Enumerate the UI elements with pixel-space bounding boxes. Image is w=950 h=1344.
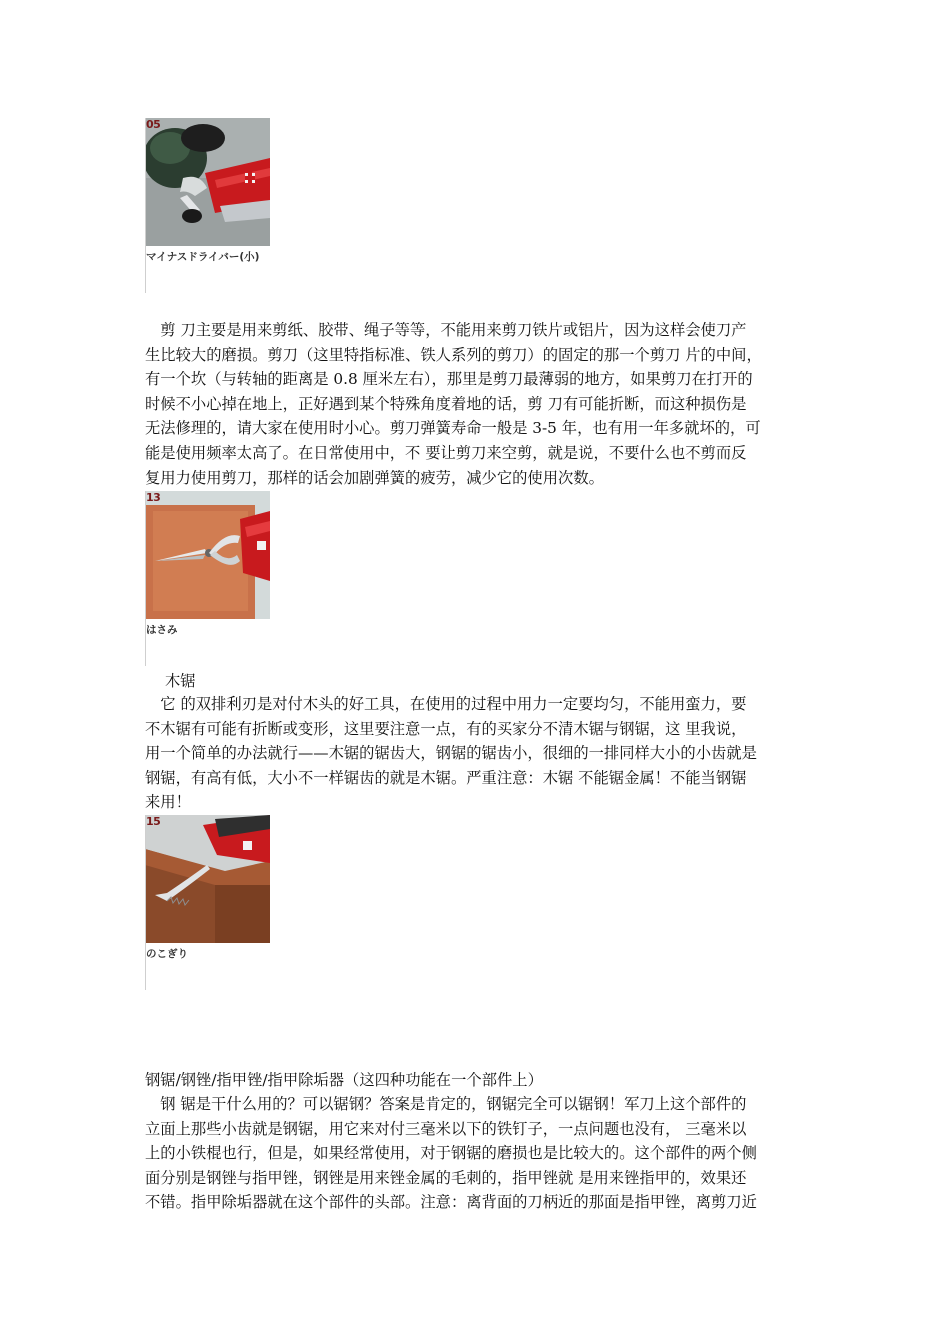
photo-scissors	[145, 491, 270, 666]
photo-caption: のこぎり	[146, 948, 188, 960]
photo-edge	[145, 491, 146, 666]
screwdriver-photo-illustration	[145, 118, 270, 246]
text-line: 无法修理的，请大家在使用时小心。剪刀弹簧寿命一般是 3-5 年，也有用一年多就坏的，可	[145, 419, 761, 438]
metal-paragraph	[145, 1092, 810, 1215]
photo-number: 15	[146, 815, 161, 828]
metal-heading: 钢锯/钢锉/指甲锉/指甲除垢器（这四种功能在一个部件上）	[145, 1071, 543, 1089]
photo-number: 05	[146, 118, 161, 131]
photo-edge	[145, 118, 146, 293]
text-line: 钢锯，有高有低，大小不一样锯齿的就是木锯。严重注意：木锯 不能锯金属！不能当钢锯	[145, 768, 747, 787]
text-line: 能是使用频率太高了。在日常使用中，不 要让剪刀来空剪，就是说，不要什么也不剪而反	[145, 443, 747, 462]
text-line: 钢 锯是干什么用的？可以锯钢？答案是肯定的，钢锯完全可以锯钢！军刀上这个部件的	[145, 1095, 747, 1113]
photo-saw	[145, 815, 270, 990]
text-line: 剪 刀主要是用来剪纸、胶带、绳子等等，不能用来剪刀铁片或铝片，因为这样会使刀产	[145, 321, 747, 339]
text-line: 来用！	[145, 793, 191, 812]
text-line: 面分别是钢锉与指甲锉，钢锉是用来锉金属的毛刺的，指甲锉就 是用来锉指甲的，效果还	[145, 1168, 747, 1187]
text-line: 生比较大的磨损。剪刀（这里特指标准、铁人系列的剪刀）的固定的那一个剪刀 片的中间，	[145, 345, 762, 364]
scissors-paragraph	[145, 318, 810, 490]
text-line: 不错。指甲除垢器就在这个部件的头部。注意：离背面的刀柄近的那面是指甲锉，离剪刀近	[145, 1193, 757, 1212]
saw-photo-illustration	[145, 815, 270, 943]
scissors-photo-illustration	[145, 491, 270, 619]
photo-number: 13	[146, 491, 161, 504]
photo-screwdriver	[145, 118, 270, 293]
text-line: 时候不小心掉在地上，正好遇到某个特殊角度着地的话，剪 刀有可能折断，而这种损伤是	[145, 394, 747, 413]
saw-paragraph	[145, 692, 810, 815]
text-line: 复用力使用剪刀，那样的话会加剧弹簧的疲劳，减少它的使用次数。	[145, 468, 604, 487]
photo-edge	[145, 815, 146, 990]
saw-heading: 木锯	[165, 672, 196, 690]
photo-caption: はさみ	[146, 624, 178, 636]
text-line: 它 的双排利刃是对付木头的好工具，在使用的过程中用力一定要均匀，不能用蛮力，要	[145, 695, 747, 713]
text-line: 有一个坎（与转轴的距离是 0.8 厘米左右），那里是剪刀最薄弱的地方，如果剪刀在打开的	[145, 370, 753, 389]
text-line: 用一个简单的办法就行——木锯的锯齿大，钢锯的锯齿小，很细的一排同样大小的小齿就是	[145, 744, 757, 763]
text-line: 不木锯有可能有折断或变形，这里要注意一点，有的买家分不清木锯与钢锯，这 里我说，	[145, 719, 747, 738]
text-line: 上的小铁棍也行，但是，如果经常使用，对于钢锯的磨损也是比较大的。这个部件的两个侧	[145, 1144, 757, 1163]
text-line: 立面上那些小齿就是钢锯，用它来对付三毫米以下的铁钉子，一点问题也没有， 三毫米以	[145, 1119, 747, 1138]
photo-caption: マイナスドライバー(小)	[146, 251, 260, 263]
